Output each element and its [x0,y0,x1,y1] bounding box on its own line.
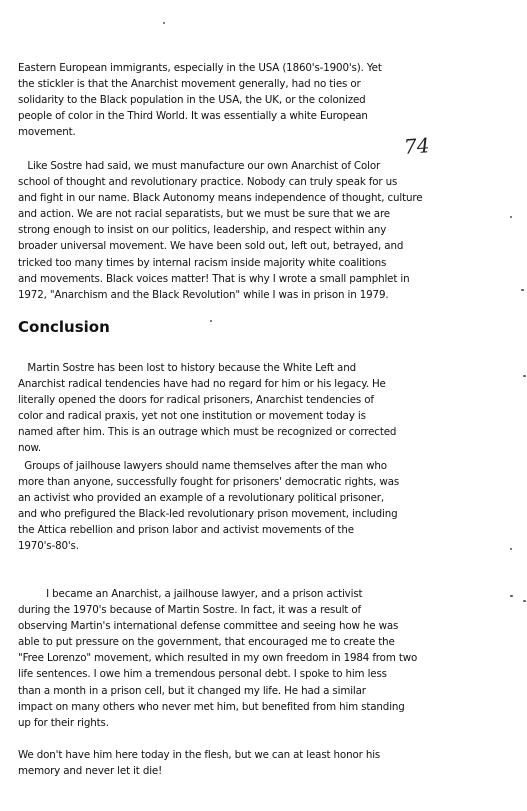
paragraph [18,747,438,779]
text-line: the Attica rebellion and prison labor and activist movements of the [18,524,354,537]
text-line: 1972, "Anarchism and the Black Revolution" while I was in prison in 1979. [18,288,389,301]
paragraph [18,586,438,731]
text-line: and fight in our name. Black Autonomy means independence of thought, culture [18,192,423,205]
paragraph [18,158,438,303]
text-line: Anarchist radical tendencies have had no regard for him or his legacy. He [18,378,386,391]
scan-speck [523,600,526,602]
text-line: than a month in a prison cell, but it changed my life. He had a similar [18,684,366,697]
text-line: strong enough to insist on our politics, leadership, and respect within any [18,224,387,237]
text-line: "Free Lorenzo" movement, which resulted in my own freedom in 1984 from two [18,652,418,665]
text-line: able to put pressure on the government, that encouraged me to create the [18,636,395,649]
text-line: and action. We are not racial separatists, but we must be sure that we are [18,208,390,221]
text-line: more than anyone, successfully fought for prisoners' democratic rights, was [18,476,400,489]
text-line: people of color in the Third World. It was essentially a white European [18,110,368,123]
section-heading: Conclusion [18,318,110,336]
scan-speck [521,289,524,291]
text-line: school of thought and revolutionary practice. Nobody can truly speak for us [18,176,398,189]
scan-speck [210,320,212,322]
text-line: named after him. This is an outrage which must be recognized or corrected [18,426,397,439]
text-line: and movements. Black voices matter! That is why I wrote a small pamphlet in [18,272,410,285]
text-line: now. [18,442,41,455]
scan-speck [510,548,512,550]
text-line: broader universal movement. We have been sold out, left out, betrayed, and [18,240,404,253]
text-line: literally opened the doors for radical prisoners, Anarchist tendencies of [18,394,374,407]
text-line: impact on many others who never met him, but benefited from him standing [18,700,405,713]
text-line: observing Martin's international defense committee and seeing how he was [18,620,399,633]
handwritten-page-number: 74 [403,133,431,159]
text-line: color and radical praxis, yet not one institution or movement today is [18,410,366,423]
text-line: and who prefigured the Black-led revolutionary prison movement, including [18,508,398,521]
text-line: I became an Anarchist, a jailhouse lawyer, and a prison activist [18,588,363,600]
text-line: solidarity to the Black population in the USA, the UK, or the colonized [18,94,366,107]
scan-speck [523,375,526,377]
text-line: life sentences. I owe him a tremendous personal debt. I spoke to him less [18,668,387,681]
text-line: up for their rights. [18,716,109,729]
scan-speck [163,22,165,24]
scan-speck [510,216,512,218]
text-line: during the 1970's because of Martin Sostre. In fact, it was a result of [18,604,361,617]
text-line: Groups of jailhouse lawyers should name themselves after the man who [18,460,387,472]
text-line: memory and never let it die! [18,765,163,778]
text-line: tricked too many times by internal racism inside majority white coalitions [18,256,387,269]
text-line: Martin Sostre has been lost to history because the White Left and [18,362,356,374]
text-line: Eastern European immigrants, especially in the USA (1860's-1900's). Yet [18,62,382,74]
paragraph [18,60,438,140]
paragraph [18,458,438,555]
text-line: movement. [18,126,76,139]
scan-speck [510,595,513,597]
text-line: Like Sostre had said, we must manufacture our own Anarchist of Color [18,160,381,172]
text-line: We don't have him here today in the flesh, but we can at least honor his [18,749,381,761]
text-line: 1970's-80's. [18,540,79,553]
paragraph [18,360,438,457]
text-line: an activist who provided an example of a revolutionary political prisoner, [18,492,384,505]
text-line: the stickler is that the Anarchist movement generally, had no ties or [18,78,361,91]
